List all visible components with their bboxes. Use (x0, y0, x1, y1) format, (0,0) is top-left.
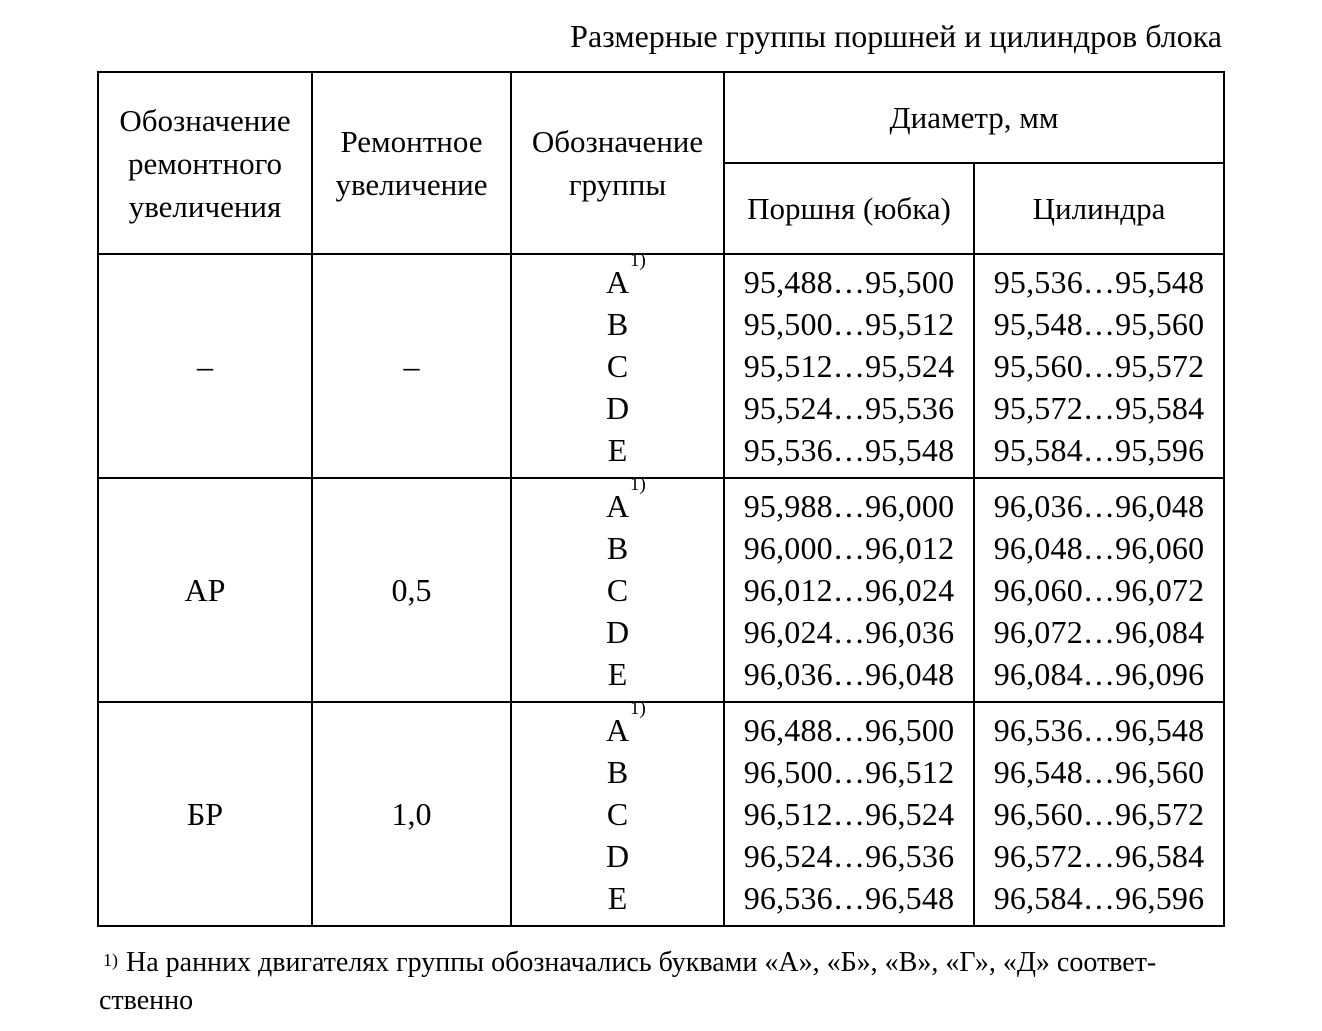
cylinder-diameter-range: 96,072…96,084 (993, 614, 1205, 650)
group-letter-text: D (605, 614, 630, 650)
group-letter-text: B (606, 530, 629, 566)
group-letter-text: B (606, 754, 629, 790)
header-repair-designation: Обозначение ремонтного увеличения (98, 72, 312, 254)
group-letter-text: E (607, 432, 628, 468)
cylinder-diameter-range: 96,548…96,560 (993, 754, 1205, 790)
cylinder-diameter-range: 96,084…96,096 (993, 656, 1205, 692)
group-letter-text: A (605, 712, 630, 748)
group-letter-text: C (606, 348, 629, 384)
group-letter (605, 250, 646, 303)
cylinder-diameter-range: 95,548…95,560 (993, 306, 1205, 342)
repair-increase-cell: 0,5 (312, 478, 511, 702)
repair-designation-cell: AP (98, 478, 312, 702)
group-letter (607, 303, 628, 345)
header-group-designation: Обозначение группы (511, 72, 724, 254)
group-letter (606, 835, 629, 877)
header-piston: Поршня (юбка) (724, 163, 974, 254)
cylinder-diameter-range: 95,572…95,584 (993, 390, 1205, 426)
group-footnote-mark: 1) (630, 250, 646, 271)
group-letter (608, 653, 628, 695)
group-letter (607, 527, 628, 569)
cylinder-diameter-range: 96,536…96,548 (993, 712, 1205, 748)
piston-diameter-range: 96,000…96,012 (743, 530, 955, 566)
group-designation-cell (511, 698, 724, 926)
cylinder-diameter-range: 96,560…96,572 (993, 796, 1205, 832)
piston-diameter-range: 95,512…95,524 (743, 348, 955, 384)
header-diameter: Диаметр, мм (724, 72, 1224, 163)
group-letter (607, 345, 628, 387)
footnote-text-line1: На ранних двигателях группы обозначались буквами «А», «Б», «В», «Г», «Д» соответ- (126, 947, 1157, 978)
group-letter-text: A (605, 488, 630, 524)
group-letter (605, 698, 646, 751)
cylinder-diameter-cell (974, 478, 1224, 702)
group-letter (608, 429, 628, 471)
piston-diameter-range: 96,488…96,500 (743, 712, 955, 748)
header-cylinder: Цилиндра (974, 163, 1224, 254)
repair-designation-cell: – (98, 254, 312, 478)
table-row (98, 478, 1224, 702)
piston-diameter-range: 96,524…96,536 (743, 838, 955, 874)
table-title: Размерные группы поршней и цилиндров блока (570, 18, 1222, 54)
group-designation-cell (511, 250, 724, 478)
repair-increase-cell: – (312, 254, 511, 478)
group-footnote-mark: 1) (630, 474, 646, 495)
cylinder-diameter-range: 96,048…96,060 (993, 530, 1205, 566)
piston-diameter-range: 96,536…96,548 (743, 880, 955, 916)
piston-diameter-cell (724, 702, 974, 926)
group-footnote-mark: 1) (630, 698, 646, 719)
group-letter-text: A (605, 264, 630, 300)
repair-designation-cell: БР (98, 702, 312, 926)
cylinder-diameter-range: 95,536…95,548 (993, 264, 1205, 300)
group-letter (607, 793, 628, 835)
piston-diameter-range: 95,524…95,536 (743, 390, 955, 426)
group-letter-text: E (607, 880, 628, 916)
cylinder-diameter-range: 96,572…96,584 (993, 838, 1205, 874)
header-repair-increase: Ремонтное увеличение (312, 72, 511, 254)
group-letter (608, 877, 628, 919)
table-row (98, 254, 1224, 478)
group-letter (607, 751, 628, 793)
piston-diameter-range: 96,500…96,512 (743, 754, 955, 790)
group-letter-text: D (605, 838, 630, 874)
group-letter-text: C (606, 572, 629, 608)
size-groups-table (97, 71, 1225, 927)
piston-diameter-range: 96,512…96,524 (743, 796, 955, 832)
repair-increase-cell: 1,0 (312, 702, 511, 926)
piston-diameter-cell (724, 254, 974, 478)
piston-diameter-range: 95,488…95,500 (743, 264, 955, 300)
group-letter-text: C (606, 796, 629, 832)
cylinder-diameter-range: 95,584…95,596 (993, 432, 1205, 468)
cylinder-diameter-range: 96,584…96,596 (993, 880, 1205, 916)
piston-diameter-range: 96,036…96,048 (743, 656, 955, 692)
piston-diameter-range: 95,988…96,000 (743, 488, 955, 524)
group-letter-text: B (606, 306, 629, 342)
footnote-mark: 1) (103, 950, 118, 970)
cylinder-diameter-cell (974, 702, 1224, 926)
piston-diameter-range: 96,024…96,036 (743, 614, 955, 650)
cylinder-diameter-cell (974, 254, 1224, 478)
group-letter (606, 387, 629, 429)
piston-diameter-range: 95,536…95,548 (743, 432, 955, 468)
group-letter-text: E (607, 656, 628, 692)
piston-diameter-cell (724, 478, 974, 702)
cylinder-diameter-range: 96,060…96,072 (993, 572, 1205, 608)
cylinder-diameter-range: 95,560…95,572 (993, 348, 1205, 384)
cylinder-diameter-range: 96,036…96,048 (993, 488, 1205, 524)
piston-diameter-range: 96,012…96,024 (743, 572, 955, 608)
group-letter-text: D (605, 390, 630, 426)
piston-diameter-range: 95,500…95,512 (743, 306, 955, 342)
group-letter (607, 569, 628, 611)
group-letter (605, 474, 646, 527)
group-designation-cell (511, 474, 724, 702)
group-letter (606, 611, 629, 653)
table-row (98, 702, 1224, 926)
footnote (97, 944, 1312, 1020)
footnote-text-line2: ственно (99, 985, 194, 1016)
